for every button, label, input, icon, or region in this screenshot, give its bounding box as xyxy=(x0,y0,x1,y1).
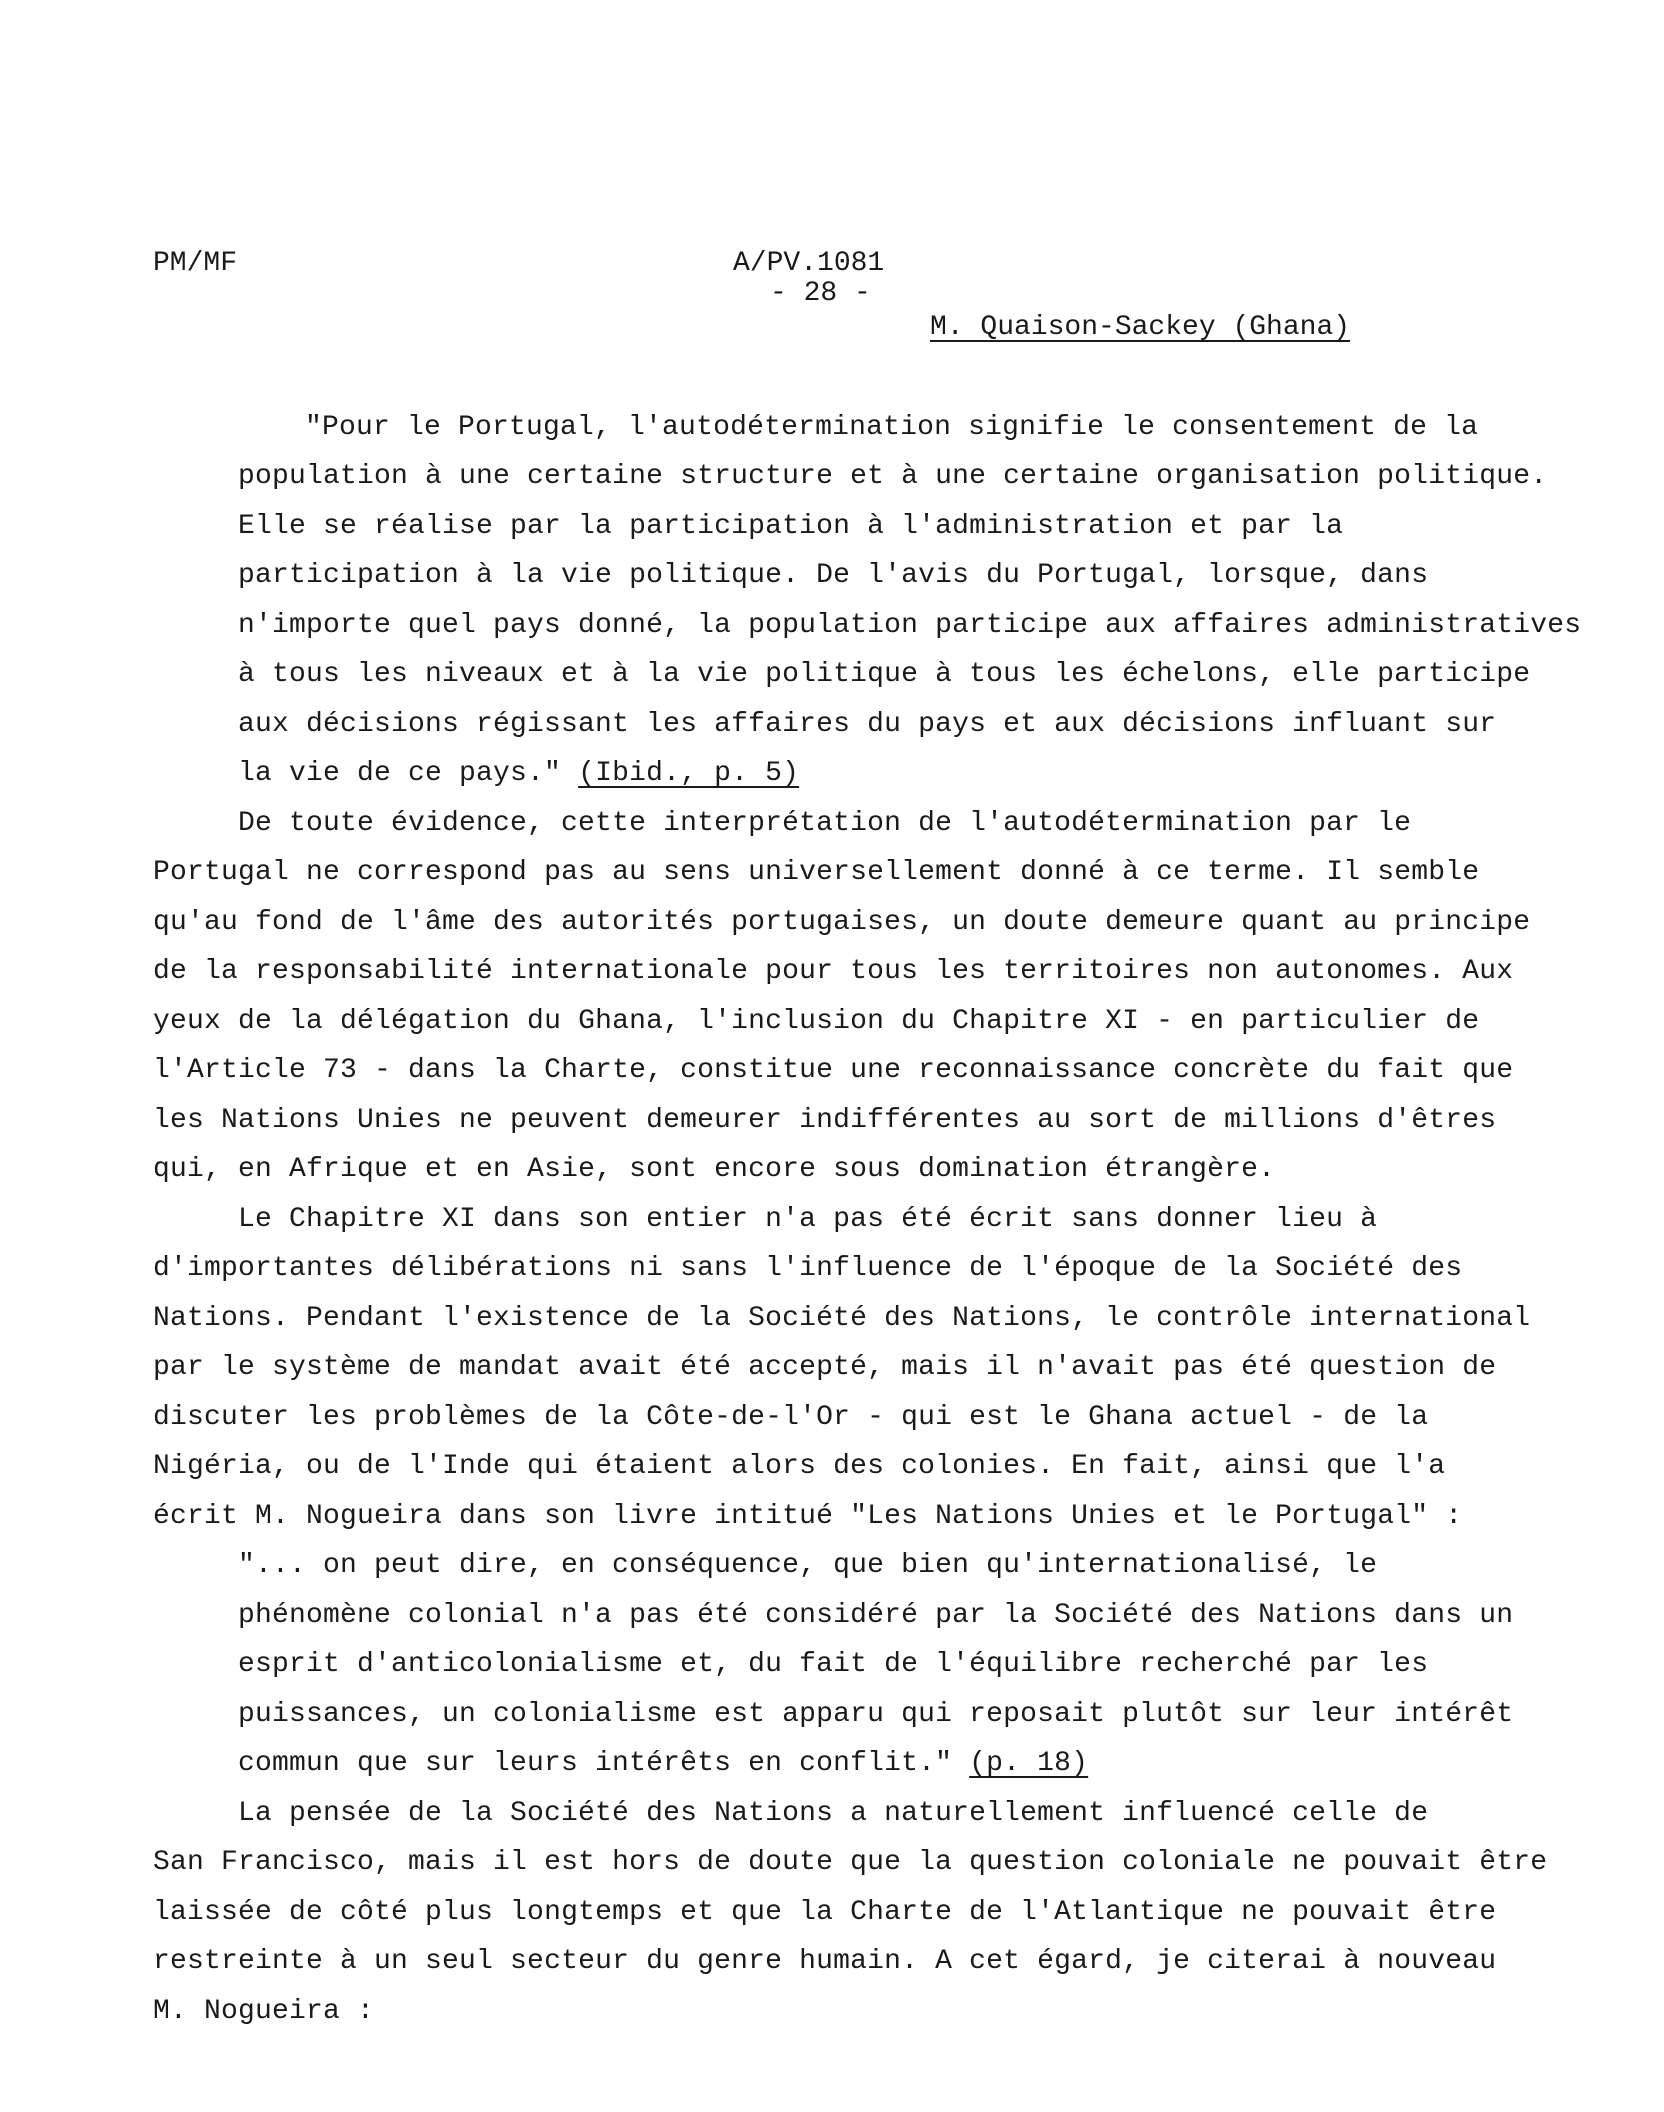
text-line: qui, en Afrique et en Asie, sont encore sous domination étrangère. xyxy=(153,1154,1276,1185)
text-line: Elle se réalise par la participation à l'administration et par la xyxy=(238,511,1344,542)
text-line: De toute évidence, cette interprétation de l'autodétermination par le xyxy=(238,808,1412,839)
text-line: aux décisions régissant les affaires du pays et aux décisions influant sur xyxy=(238,709,1497,740)
text-line xyxy=(238,1748,1088,1779)
text-line: Le Chapitre XI dans son entier n'a pas été écrit sans donner lieu à xyxy=(238,1204,1378,1235)
text-line: écrit M. Nogueira dans son livre intitué "Les Nations Unies et le Portugal" : xyxy=(153,1501,1463,1532)
speaker-name: M. Quaison-Sackey (Ghana) xyxy=(930,312,1351,343)
text-line: esprit d'anticolonialisme et, du fait de l'équilibre recherché par les xyxy=(238,1649,1429,1680)
document-symbol: A/PV.1081 xyxy=(733,248,885,279)
text-line: d'importantes délibérations ni sans l'influence de l'époque de la Société des xyxy=(153,1253,1463,1284)
text-line: laissée de côté plus longtemps et que la Charte de l'Atlantique ne pouvait être xyxy=(153,1897,1497,1928)
text-line: restreinte à un seul secteur du genre humain. A cet égard, je citerai à nouveau xyxy=(153,1946,1497,1977)
text-line: qu'au fond de l'âme des autorités portugaises, un doute demeure quant au principe xyxy=(153,907,1531,938)
text-line: "... on peut dire, en conséquence, que bien qu'internationalisé, le xyxy=(238,1550,1378,1581)
text-line: n'importe quel pays donné, la population participe aux affaires administratives xyxy=(238,610,1582,641)
header-initials: PM/MF xyxy=(153,248,238,279)
quote-end: commun que sur leurs intérêts en conflit." xyxy=(238,1748,953,1779)
text-line: Portugal ne correspond pas au sens universellement donné à ce terme. Il semble xyxy=(153,857,1480,888)
text-line: M. Nogueira : xyxy=(153,1996,375,2027)
text-line: Nations. Pendant l'existence de la Société des Nations, le contrôle international xyxy=(153,1303,1531,1334)
text-line: La pensée de la Société des Nations a naturellement influencé celle de xyxy=(238,1798,1429,1829)
quote-end: la vie de ce pays." xyxy=(238,758,562,789)
text-line: à tous les niveaux et à la vie politique à tous les échelons, elle participe xyxy=(238,659,1531,690)
text-line: phénomène colonial n'a pas été considéré par la Société des Nations dans un xyxy=(238,1600,1514,1631)
citation-reference: (Ibid., p. 5) xyxy=(578,758,800,789)
citation-reference: (p. 18) xyxy=(969,1748,1089,1779)
text-line: Nigéria, ou de l'Inde qui étaient alors des colonies. En fait, ainsi que l'a xyxy=(153,1451,1446,1482)
text-line: yeux de la délégation du Ghana, l'inclusion du Chapitre XI - en particulier de xyxy=(153,1006,1480,1037)
text-line: San Francisco, mais il est hors de doute que la question coloniale ne pouvait être xyxy=(153,1847,1548,1878)
text-line: par le système de mandat avait été accepté, mais il n'avait pas été question de xyxy=(153,1352,1497,1383)
text-line: puissances, un colonialisme est apparu qui reposait plutôt sur leur intérêt xyxy=(238,1699,1514,1730)
text-line: les Nations Unies ne peuvent demeurer indifférentes au sort de millions d'êtres xyxy=(153,1105,1497,1136)
text-line: discuter les problèmes de la Côte-de-l'Or - qui est le Ghana actuel - de la xyxy=(153,1402,1429,1433)
text-line: l'Article 73 - dans la Charte, constitue une reconnaissance concrète du fait que xyxy=(153,1055,1514,1086)
text-line xyxy=(238,758,799,789)
text-line: population à une certaine structure et à une certaine organisation politique. xyxy=(238,461,1548,492)
text-line: participation à la vie politique. De l'avis du Portugal, lorsque, dans xyxy=(238,560,1429,591)
page-number: - 28 - xyxy=(770,278,871,309)
text-line: de la responsabilité internationale pour tous les territoires non autonomes. Aux xyxy=(153,956,1514,987)
text-line: "Pour le Portugal, l'autodétermination signifie le consentement de la xyxy=(305,412,1479,443)
